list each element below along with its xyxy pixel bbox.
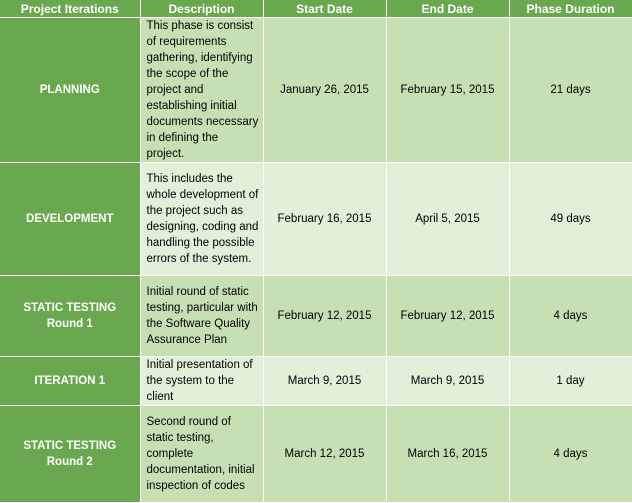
start-date: March 9, 2015 [263,357,386,406]
iteration-name: ITERATION 1 [0,357,140,406]
iteration-description: This phase is consist of requirements gathering, identifying the scope of the project and establishing initial documents necessary in defining the project. [140,18,263,163]
header-end-date: End Date [386,0,509,18]
end-date: April 5, 2015 [386,163,509,276]
header-phase-duration: Phase Duration [509,0,632,18]
iteration-name: DEVELOPMENT [0,163,140,276]
header-project-iterations: Project Iterations [0,0,140,18]
end-date: March 16, 2015 [386,406,509,503]
iteration-name: STATIC TESTING Round 2 [0,406,140,503]
table-row [0,276,632,357]
iteration-name: STATIC TESTING Round 1 [0,276,140,357]
table-row [0,163,632,276]
table-row [0,18,632,163]
iteration-name: PLANNING [0,18,140,163]
end-date: February 15, 2015 [386,18,509,163]
start-date: January 26, 2015 [263,18,386,163]
iteration-description: Second round of static testing, complete documentation, initial inspection of codes [140,406,263,503]
phase-duration: 4 days [509,406,632,503]
iteration-description: This includes the whole development of the project such as designing, coding and handling the possible errors of the system. [140,163,263,276]
phase-duration: 4 days [509,276,632,357]
end-date: February 12, 2015 [386,276,509,357]
start-date: March 12, 2015 [263,406,386,503]
header-start-date: Start Date [263,0,386,18]
start-date: February 12, 2015 [263,276,386,357]
end-date: March 9, 2015 [386,357,509,406]
phase-duration: 49 days [509,163,632,276]
header-row [0,0,632,18]
iteration-description: Initial round of static testing, particular with the Software Quality Assurance Plan [140,276,263,357]
phase-duration: 21 days [509,18,632,163]
phase-duration: 1 day [509,357,632,406]
iteration-description: Initial presentation of the system to the client [140,357,263,406]
table-row [0,357,632,406]
start-date: February 16, 2015 [263,163,386,276]
header-description: Description [140,0,263,18]
table-row [0,406,632,503]
